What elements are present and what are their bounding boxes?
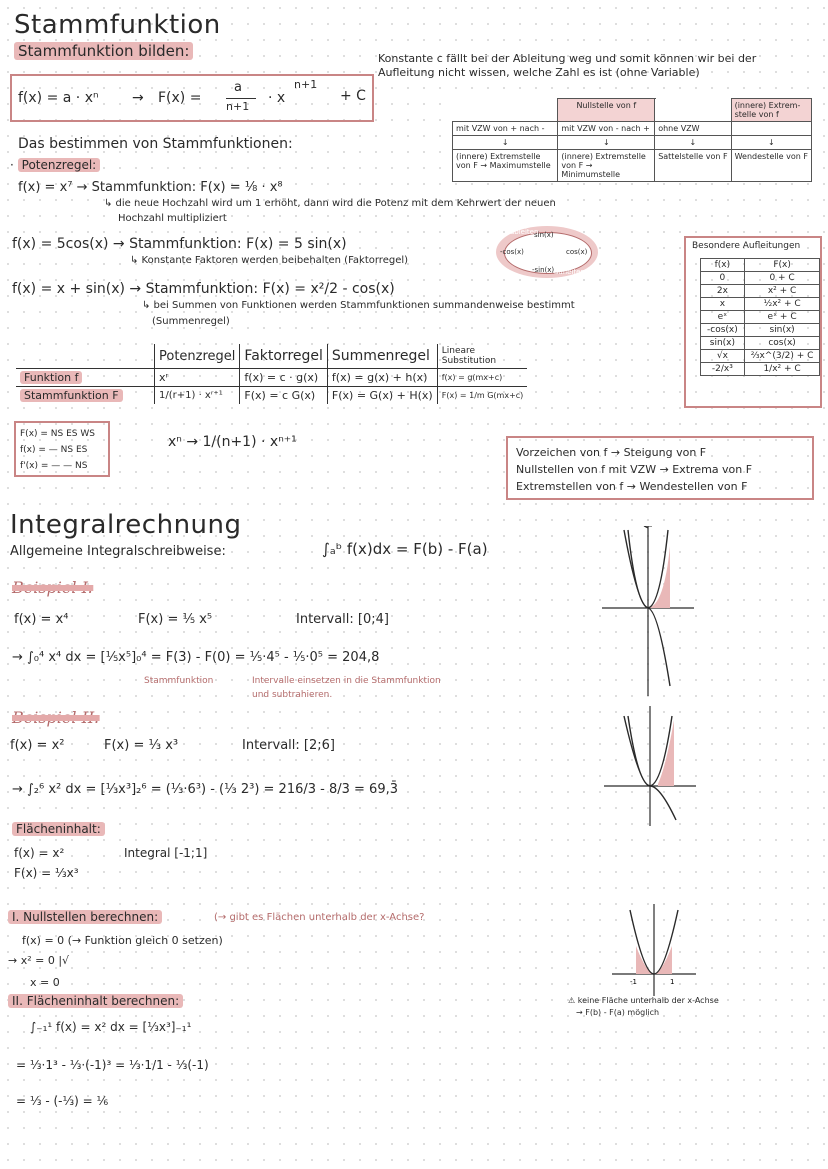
b1-Fx: F(x) = ⅕ x⁵ xyxy=(138,612,213,627)
ns-line: f'(x) = — — NS xyxy=(20,461,88,471)
regel-table xyxy=(16,344,527,404)
power-rule-formula: xⁿ → 1/(n+1) · xⁿ⁺¹ xyxy=(168,434,297,450)
flaeche-l4: ∫₋₁¹ f(x) = x² dx = [⅓x³]₋₁¹ xyxy=(30,1020,192,1034)
nst-r2: (innere) Extremstelle von F → Minimumstelle xyxy=(558,150,655,182)
summary-box xyxy=(506,436,814,500)
summenregel-note: ↳ bei Summen von Funktionen werden Stammfunktionen summandenweise bestimmt xyxy=(142,300,575,311)
besondere-cell: 2x xyxy=(701,285,745,298)
besondere-cell: 1/x² + C xyxy=(744,363,820,376)
ns-line: f(x) = — NS ES xyxy=(20,445,88,455)
flaeche-l1: f(x) = 0 (→ Funktion gleich 0 setzen) xyxy=(22,934,223,947)
nst-arrow-4: ↓ xyxy=(731,136,811,150)
nst-arrow-2: ↓ xyxy=(558,136,655,150)
cycle-label-top: ableiten xyxy=(510,228,539,236)
b1-interval: Intervall: [0;4] xyxy=(296,612,389,627)
summenregel-note2: (Summenregel) xyxy=(152,316,230,327)
b2-fx: f(x) = x² xyxy=(10,738,65,753)
besondere-cell: ½x² + C xyxy=(744,298,820,311)
regel-cell: F(x) = c G(x) xyxy=(240,387,327,405)
step1-heading: I. Nullstellen berechnen: xyxy=(8,910,162,924)
warn-note: ⚠ keine Fläche unterhalb der x-Achse xyxy=(568,996,719,1005)
warn-note2: → F(b) - F(a) möglich xyxy=(576,1008,660,1017)
regel-cell: f(x) = g(x) + h(x) xyxy=(327,369,437,387)
b1-note-int2: und subtrahieren. xyxy=(252,690,333,700)
ns-box xyxy=(14,421,110,477)
flaeche-l6: = ⅓ - (-⅓) = ⅙ xyxy=(16,1094,109,1108)
besondere-cell: x² + C xyxy=(744,285,820,298)
potenzregel-note2: Hochzahl multipliziert xyxy=(118,213,227,224)
besondere-cell: -2/x³ xyxy=(701,363,745,376)
b1-note-int: Intervalle einsetzen in die Stammfunktion xyxy=(252,676,441,686)
summary-line: Extremstellen von f → Wendestellen von F xyxy=(516,480,748,493)
tick-neg: -1 xyxy=(630,978,637,986)
graph-x2 xyxy=(600,706,700,826)
integral-title: Integralrechnung xyxy=(10,510,242,540)
besondere-title: Besondere Aufleitungen xyxy=(692,241,801,251)
nst-c2: mit VZW von - nach + xyxy=(558,122,655,136)
constant-note: Konstante c fällt bei der Ableitung weg und somit können wir bei der Aufleitung nicht wissen, welche Zahl es ist (ohne Variable) xyxy=(378,52,757,79)
flaeche-label: Flächeninhalt: xyxy=(12,822,105,836)
flaeche-l5: = ⅓·1³ - ⅓·(-1)³ = ⅓·1/1 - ⅓(-1) xyxy=(16,1058,209,1072)
integral-general-formula: ∫ₐᵇ f(x)dx = F(b) - F(a) xyxy=(322,540,488,558)
regel-header: Faktorregel xyxy=(240,344,327,369)
flaeche-l3: x = 0 xyxy=(30,976,60,989)
integral-general-label: Allgemeine Integralschreibweise: xyxy=(10,544,226,559)
b1-fx: f(x) = x⁴ xyxy=(14,612,69,627)
potenzregel-label: · Potenzregel: xyxy=(10,158,100,172)
nst-header-left: Nullstelle von f xyxy=(558,99,655,122)
flaeche-l2: → x² = 0 |√ xyxy=(8,954,70,967)
beispiel-2-label: Beispiel II: xyxy=(12,708,100,727)
flaeche-Fx: F(x) = ⅓x³ xyxy=(14,866,79,880)
cycle-top: sin(x) xyxy=(534,231,554,239)
b1-calc: → ∫₀⁴ x⁴ dx = [⅕x⁵]₀⁴ = F(3) - F(0) = ⅕·4⁵ - ⅕·0⁵ = 204,8 xyxy=(12,650,380,665)
besondere-box xyxy=(684,236,822,408)
tick-pos: 1 xyxy=(670,978,675,986)
regel-header: Lineare Substitution xyxy=(441,346,497,366)
regel-cell: F(x) = G(x) + H(x) xyxy=(327,387,437,405)
nst-c3: ohne VZW xyxy=(655,122,731,136)
regel-header xyxy=(16,344,155,369)
bestimmen-heading: Das bestimmen von Stammfunktionen: xyxy=(18,136,293,152)
page-title: Stammfunktion xyxy=(14,10,221,40)
beispiel-1-label: Beispiel I: xyxy=(12,578,94,597)
area-fill xyxy=(648,546,670,608)
b2-calc: → ∫₂⁶ x² dx = [⅓x³]₂⁶ = (⅓·6³) - (⅓ 2³) = 216/3 - 8/3 = 69,3̄ xyxy=(12,782,398,797)
graph-area xyxy=(604,904,704,996)
graph-x4 xyxy=(598,526,698,696)
rule-exp: n+1 xyxy=(294,78,318,91)
nst-r4: Wendestelle von F xyxy=(731,150,811,182)
rule-fx: f(x) = a · xⁿ xyxy=(18,90,99,106)
rule-x: · x xyxy=(268,90,286,106)
rule-box xyxy=(10,74,374,122)
regel-cell: f(x) = c · g(x) xyxy=(240,369,327,387)
besondere-header: f(x) xyxy=(701,259,745,272)
besondere-cell: ⅔x^(3/2) + C xyxy=(744,350,820,363)
flaeche-fx: f(x) = x² xyxy=(14,846,65,860)
cycle-bottom: -sin(x) xyxy=(532,266,555,274)
summary-line: Vorzeichen von f → Steigung von F xyxy=(516,446,707,459)
besondere-cell: eˣ xyxy=(701,311,745,324)
potenzregel-line: f(x) = x⁷ → Stammfunktion: F(x) = ⅛ · x⁸ xyxy=(18,180,283,195)
nst-r1: (innere) Extremstelle von F → Maximumstelle xyxy=(453,150,558,182)
besondere-cell: √x xyxy=(701,350,745,363)
regel-cell: 1/(r+1) · xʳ⁺¹ xyxy=(155,387,240,405)
besondere-cell: -cos(x) xyxy=(701,324,745,337)
nullstellen-table xyxy=(452,98,812,182)
besondere-cell: cos(x) xyxy=(744,337,820,350)
b2-Fx: F(x) = ⅓ x³ xyxy=(104,738,179,753)
subtitle: Stammfunktion bilden: xyxy=(14,42,193,60)
faktorregel-line: f(x) = 5cos(x) → Stammfunktion: F(x) = 5 sin(x) xyxy=(12,236,347,252)
besondere-cell: x xyxy=(701,298,745,311)
besondere-table xyxy=(700,258,820,376)
flaeche-integral: Integral [-1;1] xyxy=(124,846,208,860)
rule-frac-line xyxy=(226,98,256,99)
rule-frac-num: a xyxy=(234,80,242,95)
step1-note: (→ gibt es Flächen unterhalb der x-Achse? xyxy=(214,912,425,923)
ns-line: F(x) = NS ES WS xyxy=(20,429,95,439)
regel-cell: xʳ xyxy=(155,369,240,387)
besondere-cell: 0 + C xyxy=(744,272,820,285)
cycle-left: -cos(x) xyxy=(500,248,524,256)
besondere-cell: sin(x) xyxy=(701,337,745,350)
nst-arrow-3: ↓ xyxy=(655,136,731,150)
regel-header: Potenzregel xyxy=(155,344,240,369)
besondere-cell: eˣ + C xyxy=(744,311,820,324)
nst-header-right: (innere) Extrem-stelle von f xyxy=(731,99,811,122)
b2-interval: Intervall: [2;6] xyxy=(242,738,335,753)
nst-c1: mit VZW von + nach - xyxy=(453,122,558,136)
derivative-cycle xyxy=(496,226,598,278)
besondere-header: F(x) xyxy=(744,259,820,272)
cycle-right: cos(x) xyxy=(566,248,588,256)
summary-line: Nullstellen von f mit VZW → Extrema von F xyxy=(516,463,753,476)
besondere-cell: sin(x) xyxy=(744,324,820,337)
faktorregel-note: ↳ Konstante Faktoren werden beibehalten (Faktorregel) xyxy=(130,255,409,266)
nst-arrow-1: ↓ xyxy=(453,136,558,150)
nst-c4 xyxy=(731,122,811,136)
besondere-cell: 0 xyxy=(701,272,745,285)
regel-cell: F(x) = 1/m G(mx+c) xyxy=(441,391,524,400)
b1-note-stamm: Stammfunktion xyxy=(144,676,214,686)
regel-cell: f(x) = g(mx+c) xyxy=(441,373,503,382)
potenzregel-note: ↳ die neue Hochzahl wird um 1 erhöht, dann wird die Potenz mit dem Kehrwert der neuen xyxy=(104,198,556,209)
step2-heading: II. Flächeninhalt berechnen: xyxy=(8,994,183,1008)
regel-cell: Funktion f xyxy=(16,369,155,387)
rule-c: + C xyxy=(340,88,366,104)
rule-frac-den: n+1 xyxy=(226,100,250,113)
summenregel-line: f(x) = x + sin(x) → Stammfunktion: F(x) = x²/2 - cos(x) xyxy=(12,281,395,297)
cycle-label-bottom: aufleiten xyxy=(554,268,585,276)
regel-header: Summenregel xyxy=(327,344,437,369)
rule-arrow: → xyxy=(132,90,144,106)
nst-r3: Sattelstelle von F xyxy=(655,150,731,182)
rule-Fx: F(x) = xyxy=(158,90,202,106)
regel-cell: Stammfunktion F xyxy=(16,387,155,405)
